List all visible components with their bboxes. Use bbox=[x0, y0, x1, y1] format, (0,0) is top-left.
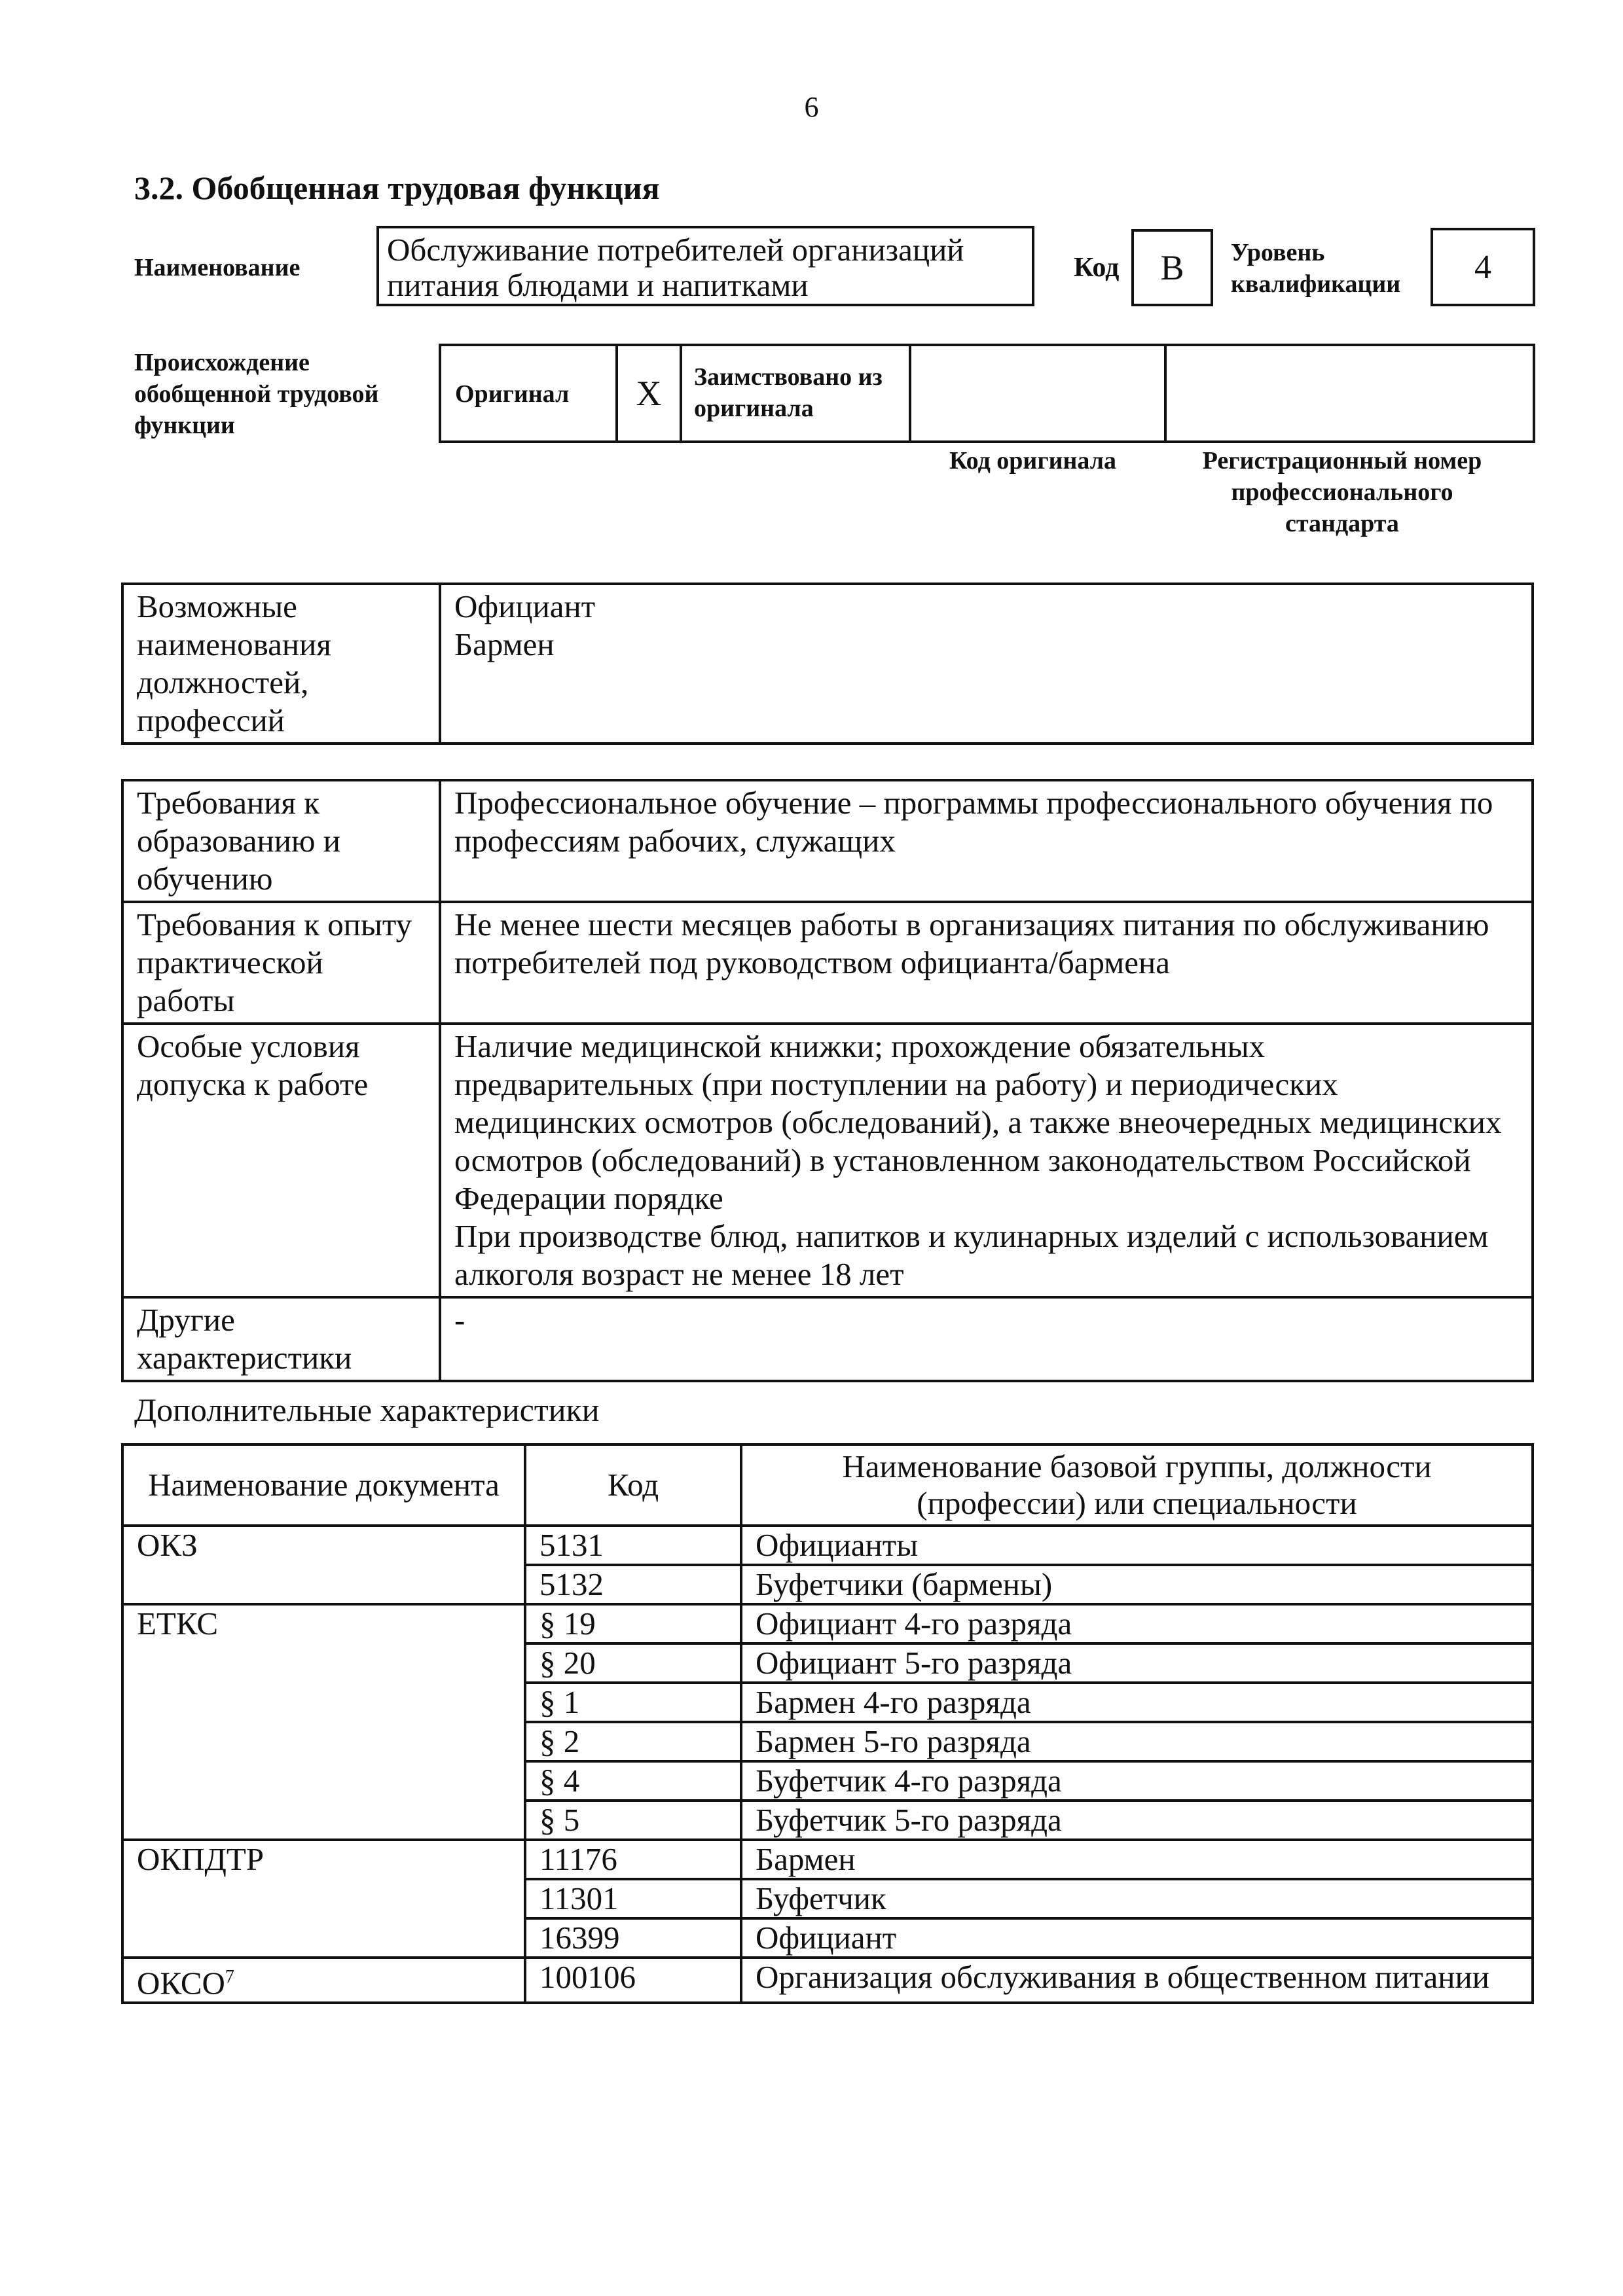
caption-code-original: Код оригинала bbox=[949, 447, 1117, 475]
code-cell: § 1 bbox=[525, 1683, 741, 1722]
requirement-value-cell bbox=[440, 902, 1533, 1024]
group-name-cell: Официант 4-го разряда bbox=[741, 1604, 1533, 1643]
header-group-name: Наименование базовой группы, должности (профессии) или специальности bbox=[741, 1444, 1533, 1526]
level-label-line: Уровень bbox=[1231, 239, 1325, 266]
level-label-line: квалификации bbox=[1231, 270, 1401, 298]
requirement-label-line: Особые условия bbox=[137, 1028, 360, 1064]
code-cell: § 4 bbox=[525, 1761, 741, 1801]
original-label: Оригинал bbox=[455, 380, 570, 408]
code-cell: 100106 bbox=[525, 1958, 741, 2003]
borrowed-label-line: Заимствовано из bbox=[694, 363, 883, 391]
requirement-label-line: Требования к bbox=[137, 785, 320, 821]
requirement-value-line: профессиям рабочих, служащих bbox=[454, 823, 896, 859]
positions-label-line: профессий bbox=[137, 702, 285, 738]
code-cell: § 2 bbox=[525, 1722, 741, 1761]
group-name-cell: Официанты bbox=[741, 1526, 1533, 1565]
code-cell: § 5 bbox=[525, 1801, 741, 1840]
requirement-label-cell bbox=[122, 1024, 440, 1297]
section-title: 3.2. Обобщенная трудовая функция bbox=[134, 170, 660, 206]
table-row bbox=[122, 780, 1533, 902]
name-value-line: Обслуживание потребителей организаций bbox=[387, 232, 964, 268]
code-cell: 5131 bbox=[525, 1526, 741, 1565]
name-value-line: питания блюдами и напитками bbox=[387, 267, 809, 303]
code-value-box: B bbox=[1131, 229, 1213, 306]
additional-table bbox=[121, 1443, 1534, 2004]
name-label: Наименование bbox=[134, 254, 301, 281]
requirement-value-cell bbox=[440, 780, 1533, 902]
origin-label-line: Происхождение bbox=[134, 349, 310, 376]
code-cell: 11176 bbox=[525, 1840, 741, 1879]
code-cell: § 19 bbox=[525, 1604, 741, 1643]
name-value-box bbox=[376, 226, 1034, 306]
requirement-value-line: При производстве блюд, напитков и кулинарных изделий с использованием bbox=[454, 1218, 1489, 1254]
positions-value-cell bbox=[440, 584, 1533, 744]
requirement-label-line: работы bbox=[137, 982, 235, 1018]
requirement-label-cell bbox=[122, 1297, 440, 1381]
origin-box bbox=[439, 344, 1535, 443]
origin-label bbox=[134, 347, 378, 441]
requirement-label-line: практической bbox=[137, 944, 323, 980]
requirement-value-line: Не менее шести месяцев работы в организациях питания по обслуживанию bbox=[454, 906, 1489, 942]
doc-name-cell: ОКПДТР bbox=[122, 1840, 525, 1958]
group-name-cell: Бармен 4-го разряда bbox=[741, 1683, 1533, 1722]
table-row bbox=[122, 902, 1533, 1024]
table-row bbox=[122, 584, 1533, 744]
code-cell: 11301 bbox=[525, 1879, 741, 1918]
doc-name-cell: ЕТКС bbox=[122, 1604, 525, 1840]
table-row bbox=[122, 1297, 1533, 1381]
original-mark: X bbox=[636, 374, 662, 413]
group-name-cell: Организация обслуживания в общественном питании bbox=[741, 1958, 1533, 2003]
table-row bbox=[122, 1526, 1533, 1565]
code-cell: 5132 bbox=[525, 1565, 741, 1604]
code-cell: 16399 bbox=[525, 1918, 741, 1958]
requirement-value-cell bbox=[440, 1024, 1533, 1297]
positions-label-cell bbox=[122, 584, 440, 744]
level-value-box: 4 bbox=[1431, 228, 1535, 306]
requirement-value-line: медицинских осмотров (обследований), а также внеочередных медицинских bbox=[454, 1104, 1502, 1140]
page-number: 6 bbox=[804, 91, 819, 123]
header-doc-name: Наименование документа bbox=[122, 1444, 525, 1526]
requirement-label-line: обучению bbox=[137, 861, 273, 897]
borrowed-label-line: оригинала bbox=[694, 395, 814, 422]
requirement-value-line: предварительных (при поступлении на работу) и периодических bbox=[454, 1066, 1338, 1102]
positions-label-line: должностей, bbox=[137, 664, 309, 700]
doc-name-cell: ОКЗ bbox=[122, 1526, 525, 1604]
requirement-label-line: допуска к работе bbox=[137, 1066, 369, 1102]
requirement-value-line: Профессиональное обучение – программы профессионального обучения по bbox=[454, 785, 1493, 821]
borrowed-label bbox=[694, 361, 883, 424]
requirement-label-line: характеристики bbox=[137, 1340, 352, 1376]
positions-label-line: Возможные bbox=[137, 588, 297, 624]
origin-divider bbox=[680, 344, 682, 443]
origin-label-line: функции bbox=[134, 412, 235, 439]
header-code: Код bbox=[525, 1444, 741, 1526]
origin-divider bbox=[1164, 344, 1167, 443]
group-name-cell: Буфетчик 4-го разряда bbox=[741, 1761, 1533, 1801]
requirement-label-cell bbox=[122, 902, 440, 1024]
requirement-value-line: потребителей под руководством официанта/бармена bbox=[454, 944, 1171, 980]
group-name-cell: Бармен 5-го разряда bbox=[741, 1722, 1533, 1761]
additional-title: Дополнительные характеристики bbox=[134, 1391, 600, 1428]
position-name: Официант bbox=[454, 588, 596, 624]
positions-label-line: наименования bbox=[137, 626, 331, 662]
position-name: Бармен bbox=[454, 626, 555, 662]
origin-label-line: обобщенной трудовой bbox=[134, 380, 379, 408]
origin-divider bbox=[909, 344, 911, 443]
group-name-cell: Буфетчик bbox=[741, 1879, 1533, 1918]
code-label: Код bbox=[1074, 253, 1120, 283]
group-name-cell: Буфетчики (бармены) bbox=[741, 1565, 1533, 1604]
group-name-cell: Официант bbox=[741, 1918, 1533, 1958]
group-name-cell: Буфетчик 5-го разряда bbox=[741, 1801, 1533, 1840]
table-row bbox=[122, 1024, 1533, 1297]
level-label bbox=[1231, 237, 1400, 300]
group-name-cell: Официант 5-го разряда bbox=[741, 1643, 1533, 1683]
caption-reg-line: профессионального bbox=[1231, 478, 1453, 506]
requirement-label-line: образованию и bbox=[137, 823, 341, 859]
requirement-value-cell bbox=[440, 1297, 1533, 1381]
table-header-row bbox=[122, 1444, 1533, 1526]
positions-table bbox=[121, 583, 1534, 745]
requirement-value-line: Наличие медицинской книжки; прохождение обязательных bbox=[454, 1028, 1266, 1064]
requirement-value-line: осмотров (обследований) в установленном законодательством Российской bbox=[454, 1142, 1471, 1178]
table-row bbox=[122, 1604, 1533, 1643]
requirement-label-line: Требования к опыту bbox=[137, 906, 412, 942]
caption-reg-number bbox=[1172, 445, 1512, 539]
table-row bbox=[122, 1840, 1533, 1879]
requirement-label-cell bbox=[122, 780, 440, 902]
table-row bbox=[122, 1958, 1533, 2003]
requirement-value-line: Федерации порядке bbox=[454, 1180, 723, 1216]
doc-name: ОКСО bbox=[137, 1965, 225, 2001]
caption-reg-line: Регистрационный номер bbox=[1202, 447, 1482, 475]
caption-reg-line: стандарта bbox=[1285, 510, 1399, 537]
requirement-label-line: Другие bbox=[137, 1302, 235, 1338]
doc-name-cell bbox=[122, 1958, 525, 2003]
requirement-value-line: алкоголя возраст не менее 18 лет bbox=[454, 1256, 904, 1292]
group-name-cell: Бармен bbox=[741, 1840, 1533, 1879]
requirements-table bbox=[121, 779, 1534, 1382]
footnote-marker: 7 bbox=[225, 1967, 234, 1987]
requirement-value-line: - bbox=[454, 1302, 465, 1338]
code-cell: § 20 bbox=[525, 1643, 741, 1683]
